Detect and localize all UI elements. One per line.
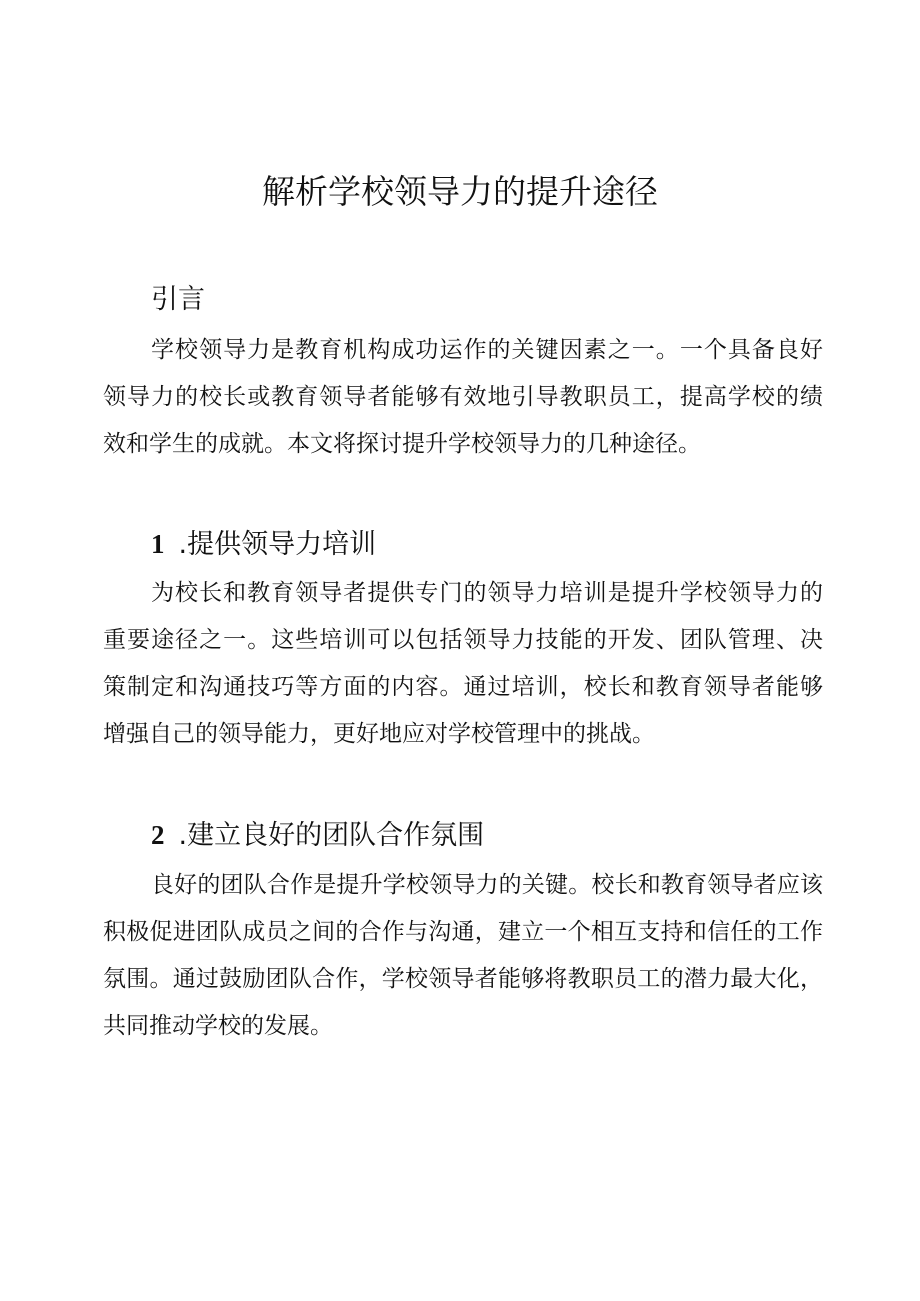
section-1-paragraph bbox=[103, 570, 823, 758]
section-1-number: 1 bbox=[151, 529, 165, 559]
section-1-heading bbox=[151, 524, 376, 565]
section-2-number: 2 bbox=[151, 820, 165, 850]
section-1-line: 为校长和教育领导者提供专门的领导力培训是提升学校领导力的 bbox=[151, 580, 823, 606]
section-1-line: 重要途径之一。这些培训可以包括领导力技能的开发、团队管理、决 bbox=[103, 627, 823, 653]
section-2-line: 积极促进团队成员之间的合作与沟通，建立一个相互支持和信任的工作 bbox=[103, 919, 823, 945]
section-2-paragraph bbox=[103, 862, 823, 1050]
section-2-line: 共同推动学校的发展。 bbox=[103, 1013, 333, 1039]
intro-line: 效和学生的成就。本文将探讨提升学校领导力的几种途径。 bbox=[103, 431, 701, 457]
intro-heading: 引言 bbox=[151, 284, 205, 315]
section-1-line: 策制定和沟通技巧等方面的内容。通过培训，校长和教育领导者能够 bbox=[103, 674, 823, 700]
intro-line: 学校领导力是教育机构成功运作的关键因素之一。一个具备良好 bbox=[151, 337, 823, 363]
section-2-line: 良好的团队合作是提升学校领导力的关键。校长和教育领导者应该 bbox=[151, 872, 823, 898]
section-1-line: 增强自己的领导能力，更好地应对学校管理中的挑战。 bbox=[103, 721, 655, 747]
section-2-line: 氛围。通过鼓励团队合作，学校领导者能够将教职员工的潜力最大化， bbox=[103, 966, 823, 992]
document-title: 解析学校领导力的提升途径 bbox=[262, 172, 658, 211]
section-2-heading bbox=[151, 815, 484, 856]
intro-line: 领导力的校长或教育领导者能够有效地引导教职员工，提高学校的绩 bbox=[103, 384, 823, 410]
section-2-title: .建立良好的团队合作氛围 bbox=[178, 820, 485, 851]
section-1-title: .提供领导力培训 bbox=[178, 529, 377, 560]
intro-paragraph bbox=[103, 327, 823, 468]
